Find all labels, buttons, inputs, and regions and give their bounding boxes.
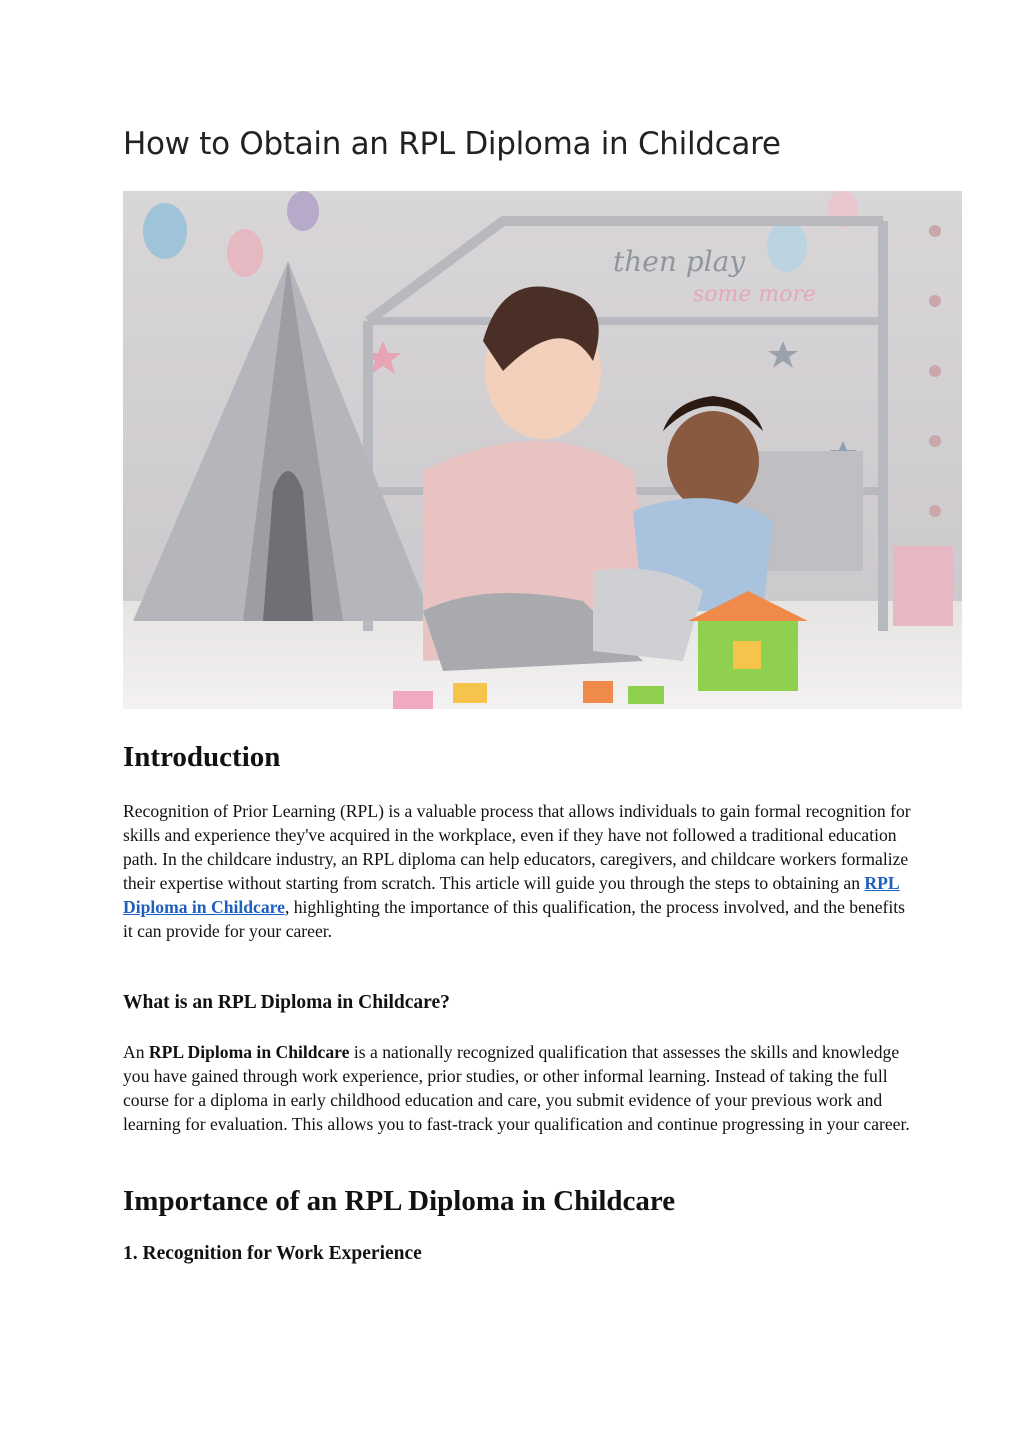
intro-text-2: , highlighting the importance of this qualification, the process involved, and the benefits it can provide for your career.: [123, 897, 905, 941]
what-is-text-2: is a nationally recognized qualification that assesses the skills and knowledge you have gained through work experience, prior studies, or other informal learning. Instead of taking the full course for a diploma in early childhood education and care, you submit evidence of your previous work and learning for evaluation. This allows you to fast-track your qualification and continue progressing in your career.: [123, 1042, 910, 1134]
rpl-diploma-link[interactable]: RPL Diploma in Childcare: [123, 873, 900, 917]
what-is-bold: RPL Diploma in Childcare: [148, 1042, 350, 1062]
what-is-paragraph: [123, 1040, 913, 1136]
importance-heading: Importance of an RPL Diploma in Childcare: [123, 1185, 676, 1217]
what-is-heading: What is an RPL Diploma in Childcare?: [123, 992, 450, 1013]
what-is-text-1: An: [123, 1042, 149, 1062]
wall-text-2: some more: [693, 282, 817, 307]
hero-image: [123, 191, 962, 709]
item1-heading: 1. Recognition for Work Experience: [123, 1243, 422, 1264]
page-title: How to Obtain an RPL Diploma in Childcare: [123, 126, 781, 162]
intro-heading: Introduction: [123, 741, 281, 773]
intro-paragraph: [123, 799, 913, 943]
intro-text-1: Recognition of Prior Learning (RPL) is a valuable process that allows individuals to gain formal recognition for skills and experience they've acquired in the workplace, even if they have not followed a traditional education path. In the childcare industry, an RPL diploma can help educators, caregivers, and childcare workers formalize their expertise without starting from scratch. This article will guide you through the steps to obtaining an: [123, 801, 911, 893]
wall-text-1: then play: [613, 245, 746, 278]
